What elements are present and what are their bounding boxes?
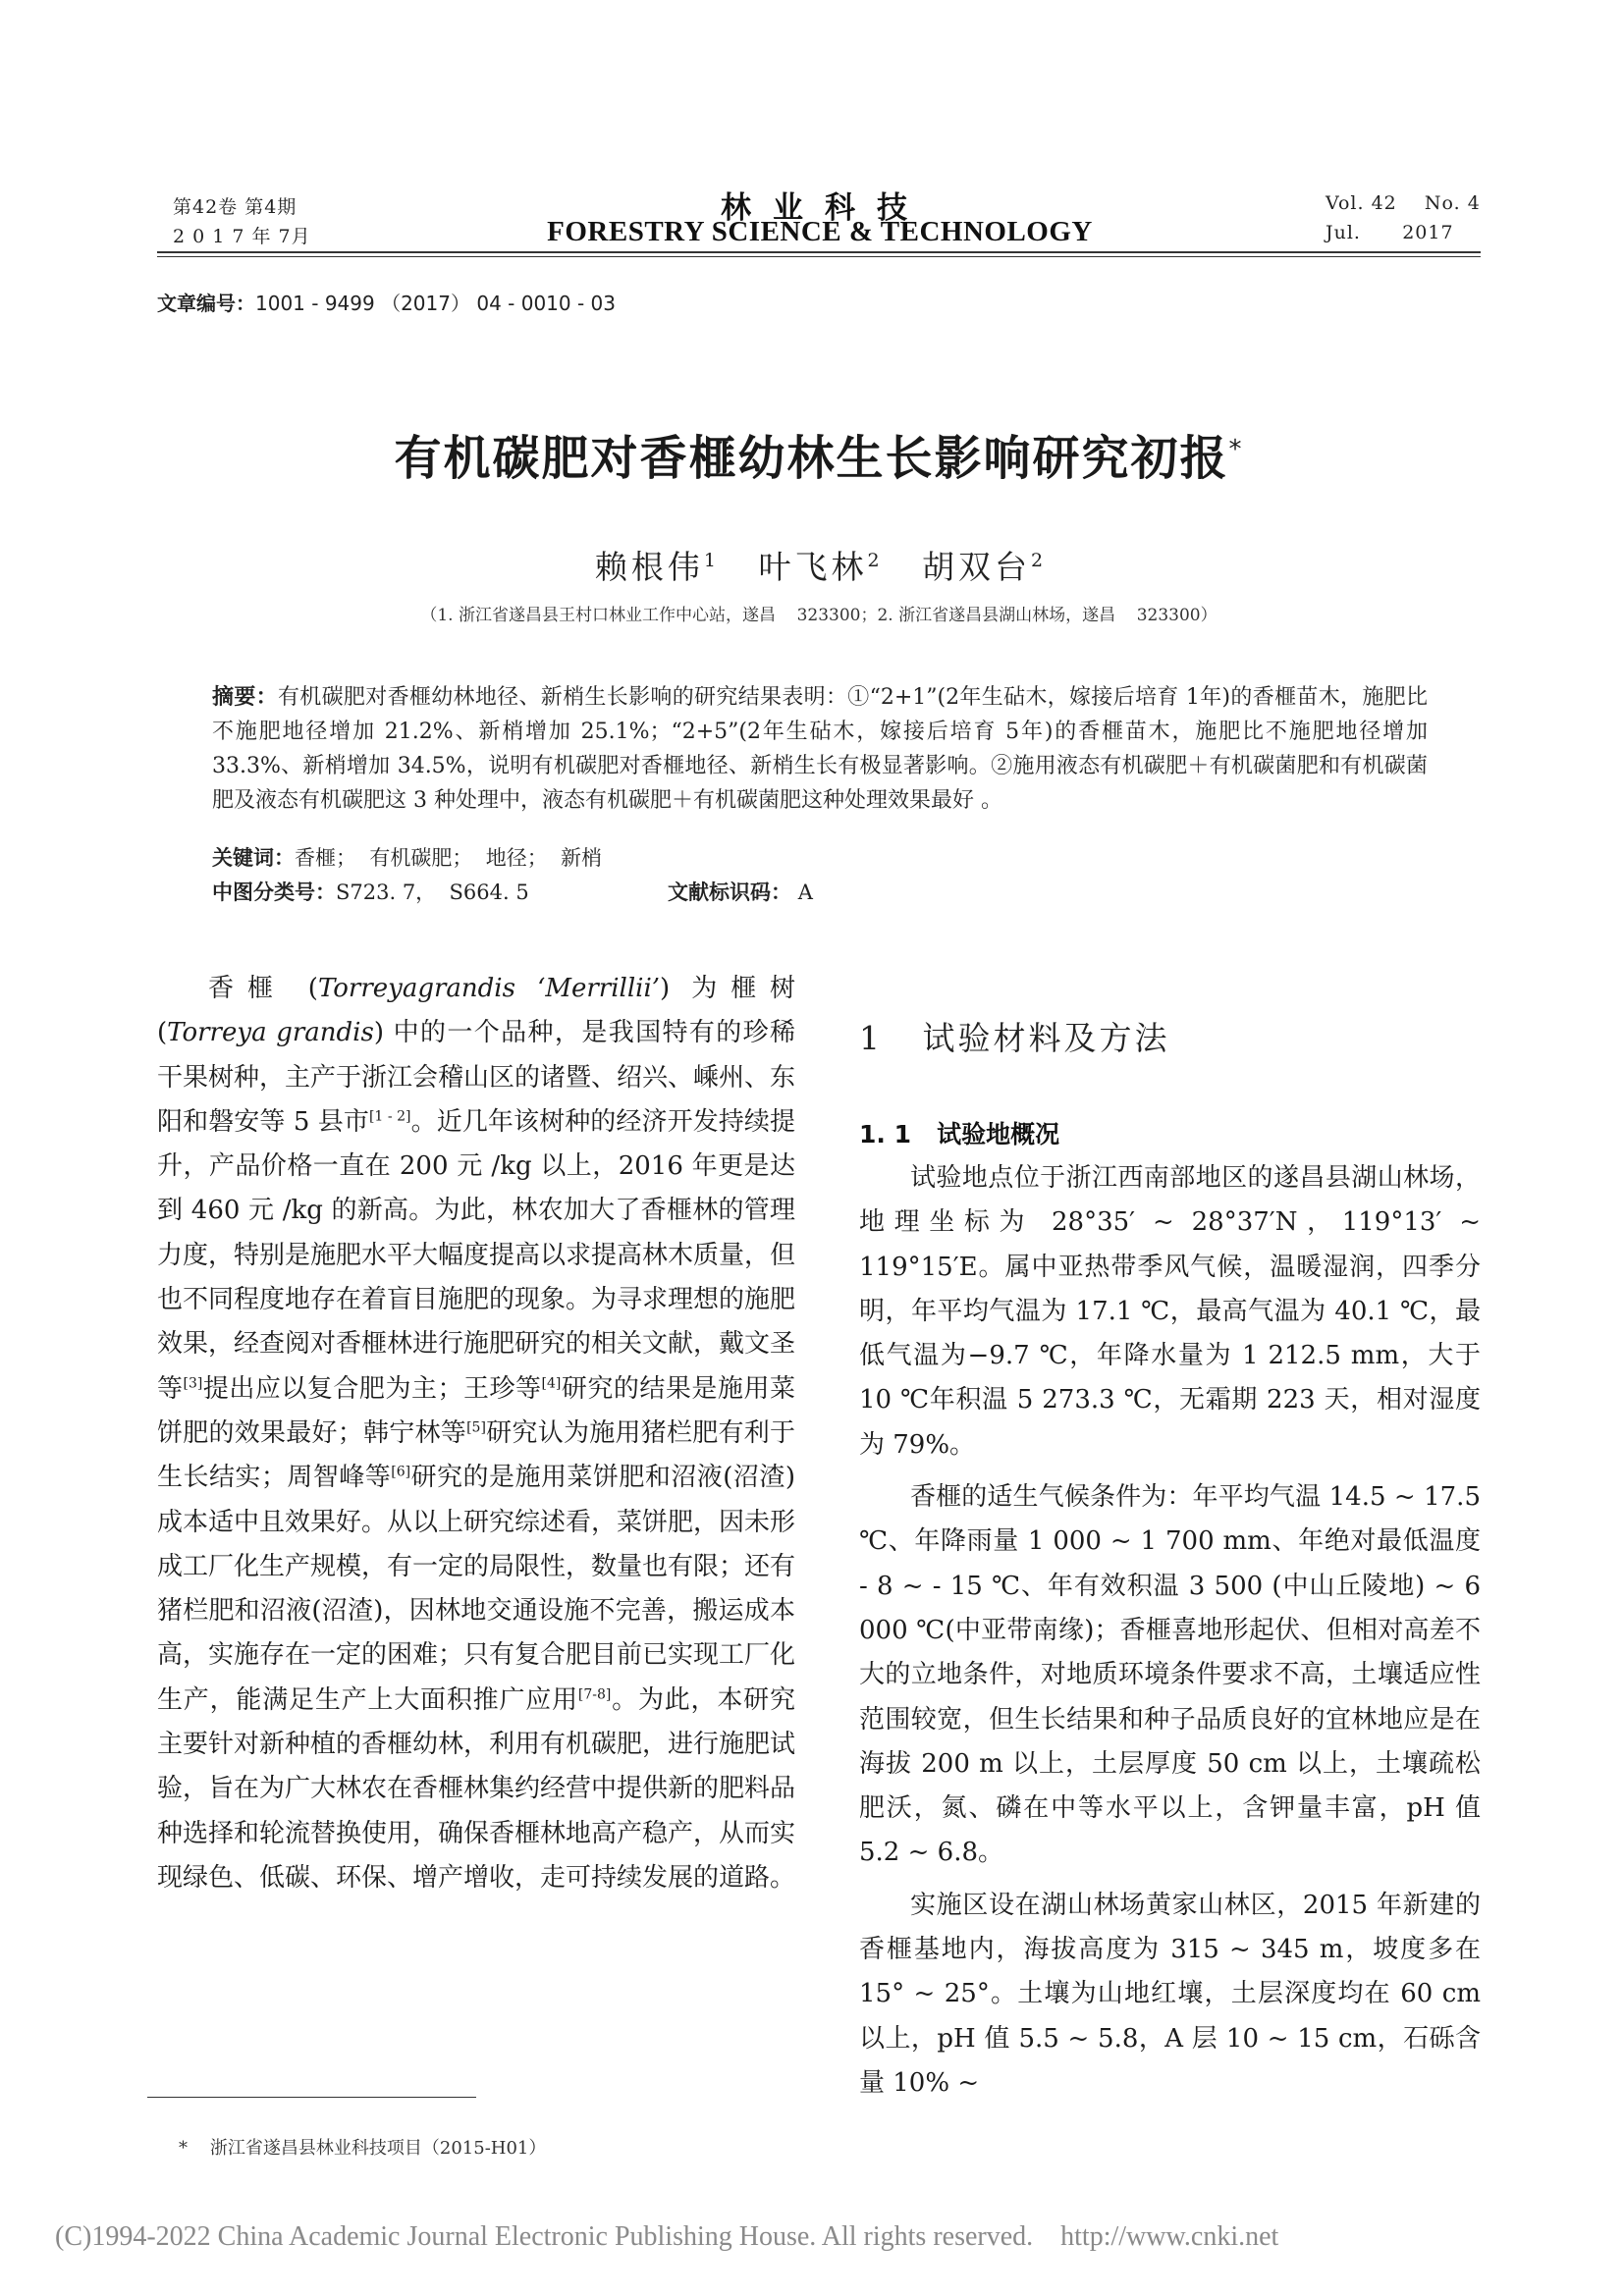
volume-issue-cn: 第42卷 第4期 (173, 196, 298, 218)
citation: [7-8] (577, 1686, 612, 1703)
date-en: Jul. 2017 (1325, 222, 1454, 243)
intro-paragraph: 香榧 (Torreyagrandis ‘Merrillii’) 为榧树 (Torreya grandis) 中的一个品种，是我国特有的珍稀干果树种，主产于浙江会稽山区的诸暨、绍兴、嵊州、东阳和磐安等 5 县市[1 - 2]。近几年该树种的经济开发持续提升，产品价格一直在 200 元 /kg 以上，2016 年更是达到 460 元 /kg 的新高。为此，林农加大了香榧林的管理力度，特别是施肥水平大幅度提高以求提高林木质量，但也不同程度地存在着盲目施肥的现象。为寻求理想的施肥效果，经查阅对香榧林进行施肥研究的相关文献，戴文圣等[3]提出应以复合肥为主；王珍等[4]研究的结果是施用菜饼肥的效果最好；韩宁林等[5]研究认为施用猪栏肥有利于生长结实；周智峰等[6]研究的是施用菜饼肥和沼液(沼渣) 成本适中且效果好。从以上研究综述看，菜饼肥，因未形成工厂化生产规模，有一定的局限性，数量也有限；还有猪栏肥和沼液(沼渣)，因林地交通设施不完善，搬运成本高，实施存在一定的困难；只有复合肥目前已实现工厂化生产，能满足生产上大面积推广应用[7-8]。为此，本研究主要针对新种植的香榧幼林，利用有机碳肥，进行施肥试验，旨在为广大林农在香榧林集约经营中提供新的肥料品种选择和轮流替换使用，确保香榧林地高产稳产，从而实现绿色、低碳、环保、增产增收，走可持续发展的道路。 (157, 974, 796, 1893)
volume-issue-en: Vol. 42 No. 4 (1325, 192, 1481, 214)
abstract-text: 有机碳肥对香榧幼林地径、新梢生长影响的研究结果表明：①“2+1”(2年生砧木，嫁接后培育 1年)的香榧苗木，施肥比不施肥地径增加 21.2%、新梢增加 25.1%；“2+5”(2年生砧木，嫁接后培育 5年)的香榧苗木，施肥比不施肥地径增加 33.3%、新梢增加 34.5%，说明有机碳肥对香榧地径、新梢生长有极显著影响。②施用液态有机碳肥＋有机碳菌肥和有机碳菌肥及液态有机碳肥这 3 种处理中，液态有机碳肥＋有机碳菌肥这种处理效果最好 。 (212, 685, 1428, 813)
citation: [6] (391, 1464, 411, 1480)
date-cn: 2 0 1 7 年 7月 (173, 226, 311, 247)
abstract (212, 680, 1428, 818)
section-heading: 1 试验材料及方法 (859, 1019, 1170, 1057)
affiliations: （1. 浙江省遂昌县王村口林业工作中心站，遂昌 323300；2. 浙江省遂昌县湖山林场，遂昌 323300） (420, 606, 1217, 625)
plot-paragraph: 实施区设在湖山林场黄家山林区，2015 年新建的香榧基地内，海拔高度为 315 ~ 345 m，坡度多在 15° ~ 25°。土壤为山地红壤，土层深度均在 60 cm 以上，pH 值 5.5 ~ 5.8，A 层 10 ~ 15 cm，石砾含量 10% ~ (859, 1890, 1481, 2098)
document-code (668, 877, 813, 906)
clc-label: 中图分类号： (212, 881, 336, 904)
citation: [1 - 2] (368, 1108, 411, 1125)
clc-number (212, 877, 529, 906)
doc-code-value: A (797, 881, 813, 904)
funding-footnote: * 浙江省遂昌县林业科技项目（2015-H01） (179, 2138, 547, 2159)
header-rule-bottom (157, 256, 1481, 257)
article-number-label: 文章编号： (157, 292, 255, 315)
right-column (859, 1156, 1481, 2106)
keywords-text: 香榧； 有机碳肥； 地径； 新梢 (295, 846, 603, 870)
subsection-heading: 1. 1 试验地概况 (859, 1120, 1060, 1148)
citation: [5] (466, 1419, 486, 1436)
author-name: 胡双台 (922, 548, 1032, 586)
keywords (212, 842, 602, 872)
doc-code-label: 文献标识码： (668, 881, 791, 904)
scientific-name: Torreyagrandis ‘Merrillii’ (317, 974, 661, 1003)
author-affil-index: 2 (867, 550, 880, 571)
copyright-notice: (C)1994-2022 China Academic Journal Electronic Publishing House. All rights reserved. http://www.cnki.net (55, 2221, 1279, 2252)
scientific-name: Torreya grandis (167, 1018, 374, 1048)
author-list (157, 542, 1481, 588)
author-name: 赖根伟 (594, 548, 704, 586)
keywords-label: 关键词： (212, 846, 295, 870)
author-name: 叶飞林 (758, 548, 868, 586)
climate-paragraph: 香榧的适生气候条件为：年平均气温 14.5 ~ 17.5 ℃、年降雨量 1 000 ~ 1 700 mm、年绝对最低温度 - 8 ~ - 15 ℃、年有效积温 3 500 (中山丘陵地) ~ 6 000 ℃(中亚带南缘)；香榧喜地形起伏、但相对高差不大的立地条件，对地质环境条件要求不高，土壤适应性范围较宽，但生长结果和种子品质良好的宜林地应是在海拔 200 m 以上，土层厚度 50 cm 以上，土壤疏松肥沃，氮、磷在中等水平以上，含钾量丰富，pH 值 5.2 ~ 6.8。 (859, 1482, 1481, 1868)
article-number (157, 288, 616, 316)
title-footnote-mark: * (1228, 435, 1244, 464)
left-column (157, 967, 795, 1900)
journal-title-en: FORESTRY SCIENCE & TECHNOLOGY (547, 216, 1093, 247)
clc-value: S723. 7， S664. 5 (336, 881, 529, 904)
header-rule-top (157, 251, 1481, 253)
article-title-text: 有机碳肥对香榧幼林生长影响研究初报 (394, 431, 1229, 486)
author-affil-index: 1 (703, 550, 716, 571)
citation: [4] (541, 1375, 562, 1392)
article-number-value: 1001 - 9499 （2017） 04 - 0010 - 03 (255, 292, 617, 315)
site-paragraph: 试验地点位于浙江西南部地区的遂昌县湖山林场，地理坐标为 28°35′ ~ 28°37′N，119°13′ ~ 119°15′E。属中亚热带季风气候，温暖湿润，四季分明，年平均气温为 17.1 ℃，最高气温为 40.1 ℃，最低气温为−9.7 ℃，年降水量为 1 212.5 mm，大于 10 ℃年积温 5 273.3 ℃，无霜期 223 天，相对湿度为 79%。 (859, 1163, 1481, 1460)
footnote-rule (147, 2097, 476, 2098)
journal-title-cn: 林业科技 (721, 190, 929, 226)
citation: [3] (183, 1375, 203, 1392)
article-title (157, 420, 1481, 488)
abstract-label: 摘要： (212, 685, 278, 710)
author-affil-index: 2 (1031, 550, 1044, 571)
